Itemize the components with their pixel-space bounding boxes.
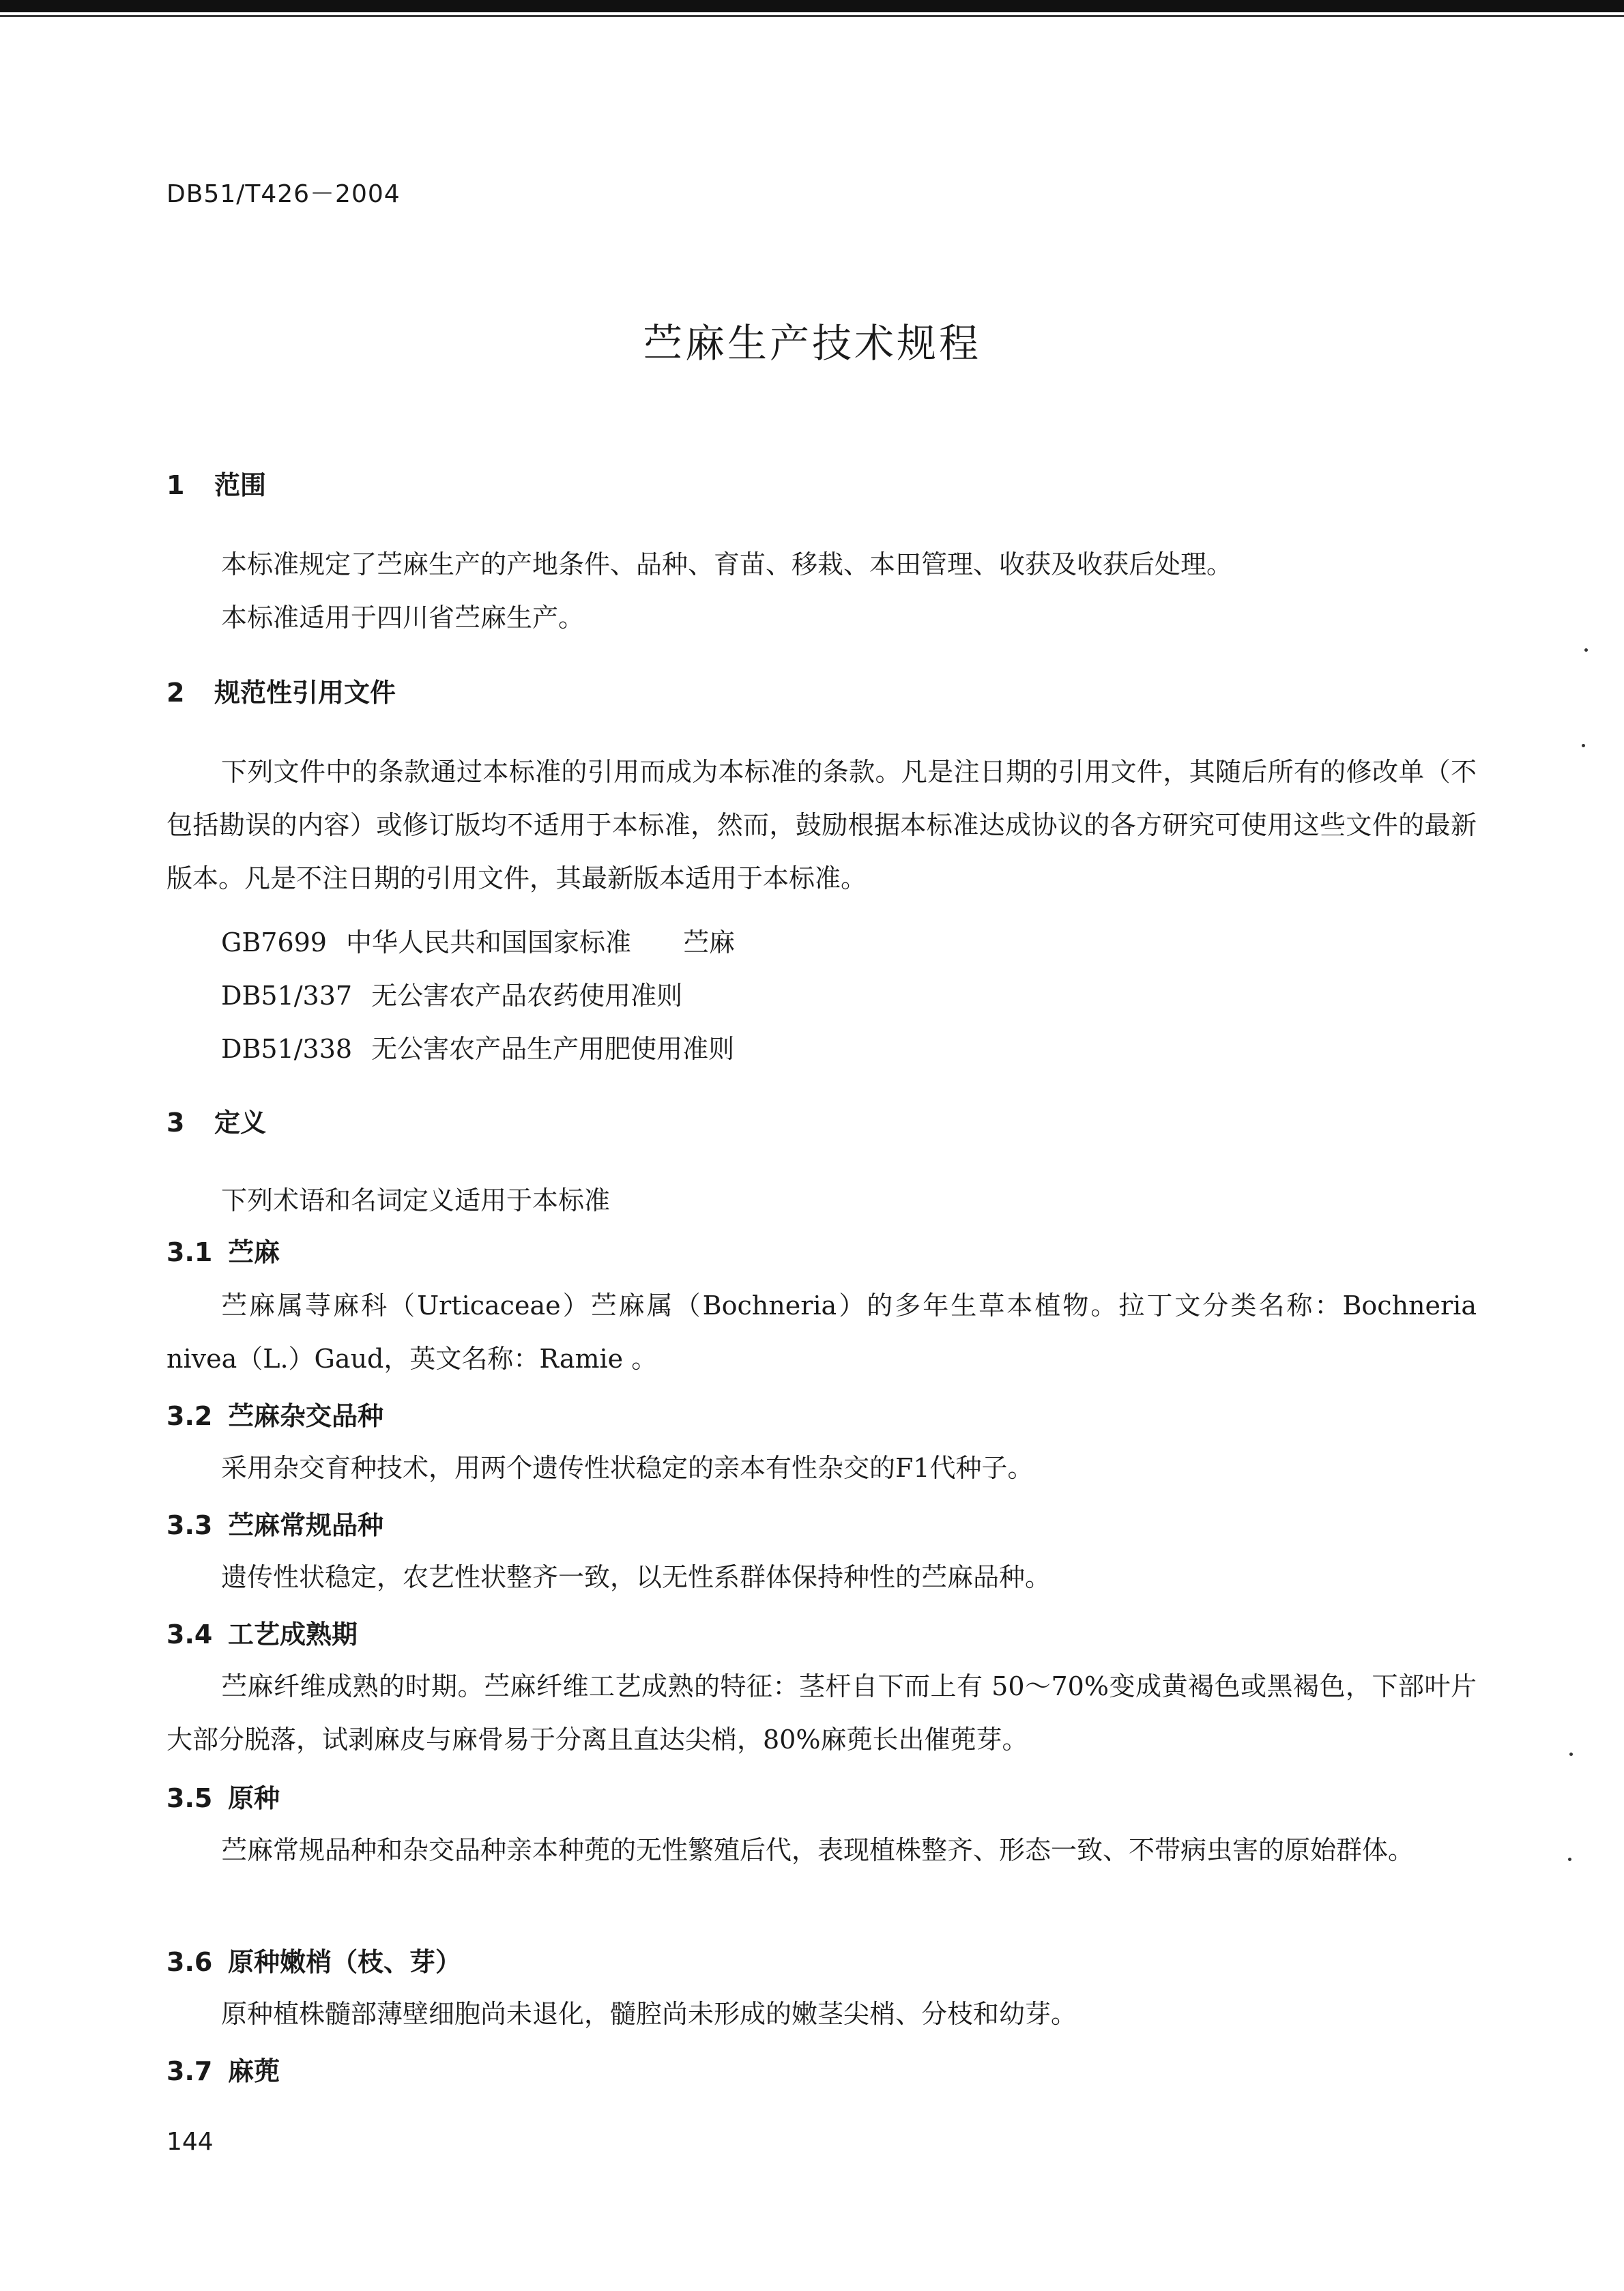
reference-code: GB7699 <box>221 927 327 957</box>
section-title: 范围 <box>214 470 267 500</box>
reference-code: DB51/337 <box>221 981 353 1011</box>
definition-title: 麻蔸 <box>228 2056 280 2086</box>
definition-3-3-text: 遗传性状稳定，农艺性状整齐一致，以无性系群体保持种性的苎麻品种。 <box>221 1562 1052 1592</box>
definition-number: 3.7 <box>166 2056 213 2086</box>
document-code: DB51/T426－2004 <box>166 180 401 208</box>
definition-3-6-text: 原种植株髓部薄壁细胞尚未退化，髓腔尚未形成的嫩茎尖梢、分枝和幼芽。 <box>221 1999 1077 2029</box>
definition-title: 工艺成熟期 <box>228 1619 358 1649</box>
scan-speck <box>1568 1858 1571 1861</box>
scan-speck <box>1582 744 1585 747</box>
top-border-rule <box>0 0 1624 12</box>
section-3-heading <box>166 1101 266 1139</box>
reference-item <box>221 1028 734 1065</box>
top-border-thin-rule <box>0 15 1624 17</box>
definition-3-6-heading <box>166 1941 461 1978</box>
section-3-intro: 下列术语和名词定义适用于本标准 <box>221 1185 611 1215</box>
definition-3-2-heading <box>166 1395 383 1432</box>
reference-name: 中华人民共和国国家标准 苎麻 <box>346 927 736 957</box>
definition-number: 3.4 <box>166 1619 213 1649</box>
reference-name: 无公害农产品生产用肥使用准则 <box>371 1034 735 1064</box>
definition-3-1-text: 苎麻属荨麻科（Urticaceae）苎麻属（Bochneria）的多年生草本植物。拉丁文分类名称：Bochneria nivea（L.）Gaud，英文名称：Ramie 。 <box>166 1291 1477 1374</box>
definition-number: 3.6 <box>166 1947 213 1977</box>
section-title: 定义 <box>214 1108 267 1138</box>
document-title: 苎麻生产技术规程 <box>642 320 981 366</box>
section-1-heading <box>166 464 266 502</box>
section-number: 3 <box>166 1108 185 1138</box>
section-2-heading <box>166 672 396 709</box>
reference-name: 无公害农产品农药使用准则 <box>371 981 683 1011</box>
reference-item <box>221 921 735 959</box>
section-title: 规范性引用文件 <box>214 678 396 708</box>
definition-title: 苎麻 <box>228 1237 280 1267</box>
reference-code: DB51/338 <box>221 1034 353 1064</box>
section-1-paragraph-2: 本标准适用于四川省苎麻生产。 <box>221 603 585 633</box>
scan-speck <box>1584 648 1588 652</box>
reference-item <box>221 975 682 1012</box>
definition-3-3-heading <box>166 1504 383 1542</box>
definition-title: 苎麻杂交品种 <box>228 1401 384 1431</box>
page-number: 144 <box>166 2128 214 2156</box>
section-number: 2 <box>166 678 185 708</box>
definition-title: 苎麻常规品种 <box>228 1510 384 1540</box>
section-2-paragraph: 下列文件中的条款通过本标准的引用而成为本标准的条款。凡是注日期的引用文件，其随后所有的修改单（不包括勘误的内容）或修订版均不适用于本标准，然而，鼓励根据本标准达成协议的各方研究可使用这些文件的最新版本。凡是不注日期的引用文件，其最新版本适用于本标准。 <box>166 757 1477 893</box>
definition-3-5-text: 苎麻常规品种和杂交品种亲本种蔸的无性繁殖后代，表现植株整齐、形态一致、不带病虫害的原始群体。 <box>221 1835 1415 1865</box>
definition-3-2-text: 采用杂交育种技术，用两个遗传性状稳定的亲本有性杂交的F1代种子。 <box>221 1453 1034 1483</box>
definition-number: 3.5 <box>166 1783 213 1813</box>
definition-3-7-heading <box>166 2050 280 2088</box>
definition-number: 3.2 <box>166 1401 213 1431</box>
definition-number: 3.1 <box>166 1237 213 1267</box>
definition-title: 原种嫩梢（枝、芽） <box>228 1947 462 1977</box>
section-1-paragraph-1: 本标准规定了苎麻生产的产地条件、品种、育苗、移栽、本田管理、收获及收获后处理。 <box>221 549 1233 579</box>
scan-speck <box>1569 1753 1573 1756</box>
definition-3-5-heading <box>166 1777 280 1815</box>
definition-3-4-heading <box>166 1613 358 1651</box>
definition-number: 3.3 <box>166 1510 213 1540</box>
definition-3-1-heading <box>166 1231 280 1269</box>
section-number: 1 <box>166 470 185 500</box>
definition-title: 原种 <box>228 1783 280 1813</box>
definition-3-4-text: 苎麻纤维成熟的时期。苎麻纤维工艺成熟的特征：茎杆自下而上有 50～70%变成黄褐色或黑褐色，下部叶片大部分脱落，试剥麻皮与麻骨易于分离且直达尖梢，80%麻蔸长出催蔸芽。 <box>166 1671 1477 1755</box>
